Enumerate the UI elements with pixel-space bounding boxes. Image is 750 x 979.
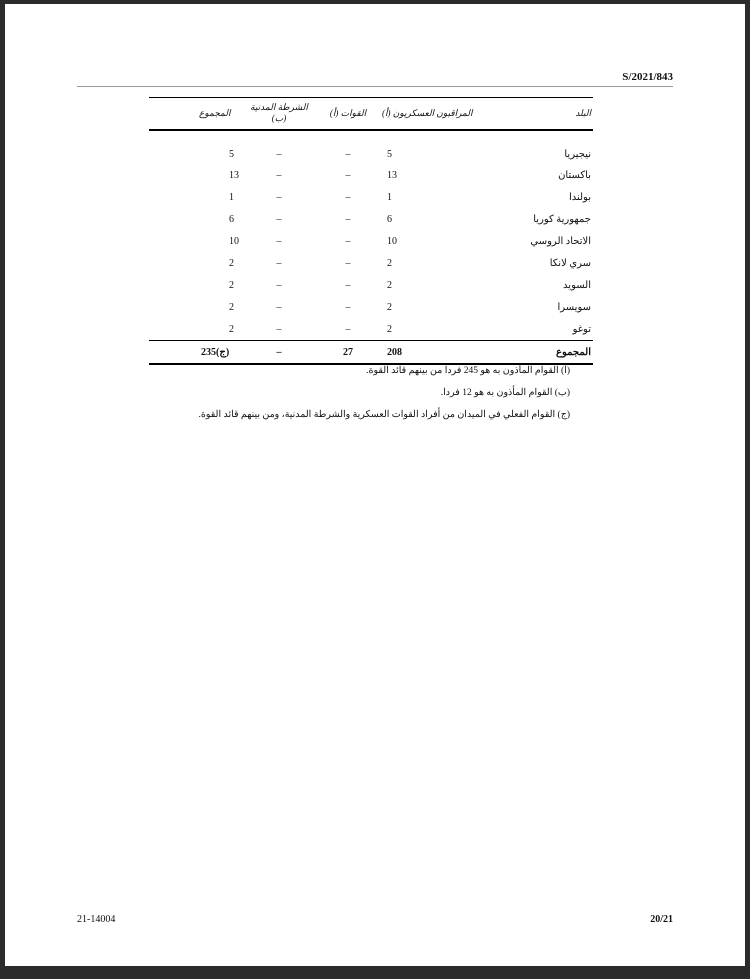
cell-police: – [276, 280, 282, 291]
table-row [149, 209, 593, 231]
header-military-observers: المراقبون العسكريون (أ) [382, 98, 488, 130]
cell-troops: – [345, 302, 351, 313]
cell-police: – [276, 148, 282, 160]
document-symbol: S/2021/843 [622, 71, 673, 83]
cell-country: بولندا [568, 192, 591, 203]
cell-military: 2 [387, 258, 392, 269]
cell-military: 1 [387, 192, 392, 203]
cell-troops: – [345, 280, 351, 291]
cell-total: 2 [229, 280, 234, 291]
cell-country: نيجيريا [564, 148, 591, 160]
cell-police: – [276, 323, 282, 335]
table-row [149, 319, 593, 341]
table-row [149, 275, 593, 297]
cell-police: – [276, 258, 282, 269]
cell-military: 6 [387, 214, 392, 225]
cell-troops: – [345, 170, 351, 181]
footnote-a: (أ) القوام المأذون به هو 245 فردا من بينهم قائد القوة. [366, 366, 570, 376]
totals-label: المجموع [488, 341, 593, 365]
cell-total: 2 [229, 323, 234, 335]
cell-police: – [276, 236, 282, 247]
cell-troops: – [345, 258, 351, 269]
cell-troops: – [345, 236, 351, 247]
header-country: البلد [488, 98, 593, 130]
totals-police: – [244, 341, 314, 365]
table-row [149, 253, 593, 275]
cell-total: 13 [229, 170, 239, 181]
cell-total: 6 [229, 214, 234, 225]
cell-country: باكستان [558, 170, 591, 181]
cell-police: – [276, 170, 282, 181]
table-row [149, 165, 593, 187]
cell-military: 10 [387, 236, 397, 247]
page-number: 20/21 [650, 914, 673, 925]
header-police: الشرطة المدنية (ب) [244, 98, 314, 130]
totals-row [149, 341, 593, 365]
cell-military: 2 [387, 302, 392, 313]
cell-total: 1 [229, 192, 234, 203]
cell-military: 13 [387, 170, 397, 181]
totals-total: 235(ج) [149, 341, 244, 365]
cell-country: الاتحاد الروسي [530, 236, 591, 247]
cell-country: سويسرا [557, 302, 591, 313]
cell-police: – [276, 214, 282, 225]
cell-troops: – [345, 214, 351, 225]
table-row [149, 130, 593, 165]
header-total: المجموع [149, 98, 244, 130]
cell-total: 5 [229, 148, 234, 160]
cell-military: 2 [387, 323, 392, 335]
cell-troops: – [345, 148, 351, 160]
cell-country: توغو [572, 323, 591, 335]
cell-military: 2 [387, 280, 392, 291]
table-row [149, 231, 593, 253]
cell-country: جمهورية كوريا [533, 214, 591, 225]
cell-troops: – [345, 192, 351, 203]
job-number: 21-14004 [77, 914, 116, 925]
footnote-b: (ب) القوام المأذون به هو 12 فردا. [440, 388, 570, 398]
deployment-table [149, 97, 593, 365]
cell-police: – [276, 192, 282, 203]
header-rule [77, 86, 673, 87]
cell-total: 10 [229, 236, 239, 247]
cell-total: 2 [229, 302, 234, 313]
cell-police: – [276, 302, 282, 313]
table-row [149, 187, 593, 209]
document-page [5, 4, 745, 966]
totals-troops: 27 [314, 341, 382, 365]
footnote-c: (ج) القوام الفعلي في الميدان من أفراد القوات العسكرية والشرطة المدنية، ومن بينهم قائد القوة. [198, 410, 570, 420]
cell-military: 5 [387, 148, 392, 160]
cell-country: سري لانكا [549, 258, 591, 269]
cell-total: 2 [229, 258, 234, 269]
totals-military: 208 [382, 341, 488, 365]
header-troops: القوات (أ) [314, 98, 382, 130]
cell-troops: – [345, 323, 351, 335]
table-row [149, 297, 593, 319]
cell-country: السويد [563, 280, 591, 291]
